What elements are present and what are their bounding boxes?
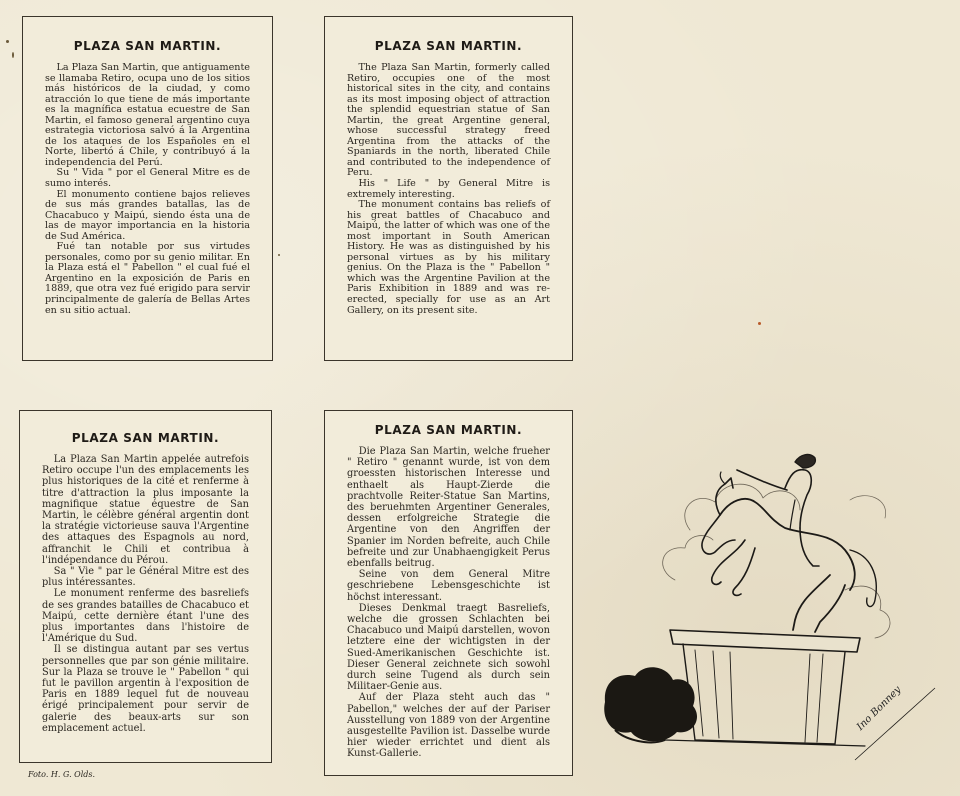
paragraph: Sa " Vie " par le Général Mitre est des plus intéressantes. [42,566,249,589]
panel-title: PLAZA SAN MARTIN. [73,39,222,53]
paragraph: El monumento contiene bajos relieves de sus más grandes batallas, las de Chacabuco y Maipú, siendo ésta una de las de mayor importancia en la historia de Sud América. [45,188,250,242]
panel-french [19,410,272,763]
paper-speck [758,322,761,325]
panel-spanish [22,16,273,361]
paper-speck [12,52,14,58]
paragraph: The monument contains bas reliefs of his great battles of Chacabuco and Maipú, the latter of which was one of the most important in South American History. He was as distinguished by his personal virtues as by his military genius. On the Plaza is the " Pabellon " which was the Argentine Pavilion at the Paris Exhibition in 1889 and was re-erected, specially for use as an Art Gallery, on its present site. [347,199,550,316]
paragraph: The Plaza San Martin, formerly called Retiro, occupies one of the most historical sites in the city, and contains as its most imposing object of attraction the splendid equestrian statue of San Martin, the great Argentine general, whose successful strategy freed Argentina from the attacks of the Spaniards in the north, liberated Chile and contributed to the independence of Peru. [347,62,550,179]
panel-german [324,410,573,776]
panel-title: PLAZA SAN MARTIN. [374,39,523,53]
panel-english [324,16,573,361]
paragraph: La Plaza San Martin appelée autrefois Retiro occupe l'un des emplacements les plus historiques de la cité et renferme à titre d'attraction la plus imposante la magnifique statue équestre de San Martin, le célèbre général argentin dont la stratégie victorieuse sauva l'Argentine des attaques des Espagnols au nord, affranchit le Chili et contribua à l'indépendance du Pérou. [42,454,249,566]
paragraph: La Plaza San Martin, que antiguamente se llamaba Retiro, ocupa uno de los sitios más históricos de la ciudad, y como atracción lo que tiene de más importante es la magnífica estatua ecuestre de San Martin, el famoso general argentino cuya estrategia victoriosa salvó á la Argentina de los ataques de los Españoles en el Norte, libertó á Chile, y contribuyó á la independencia del Perú. [45,62,250,168]
paragraph: Su " Vida " por el General Mitre es de sumo interés. [45,167,250,190]
paragraph: Le monument renferme des basreliefs de ses grandes batailles de Chacabuco et Maipú, cette dernière étant l'une des plus importantes dans l'histoire de l'Amérique du Sud. [42,588,249,645]
panel-title: PLAZA SAN MARTIN. [374,423,523,437]
paragraph: Dieses Denkmal traegt Basreliefs, welche die grossen Schlachten bei Chacabuco und Maipú darstellen, wovon letztere eine der wichtigsten in der Sued-Amerikanischen Geschichte ist. Dieser General zeichnete sich sowohl durch seine Tugend als durch sein Militaer-Genie aus. [347,602,550,693]
paragraph: Die Plaza San Martin, welche frueher " Retiro " genannt wurde, ist von dem groessten historischen Interesse und enthaelt als Haupt-Zierde die prachtvolle Reiter-Statue San Martins, des beruehmten Argentiner Generales, dessen erfolgreiche Strategie die Argentine von den Angriffen der Spanier im Norden befreite, auch Chile befreite und zur Unabhaengigkeit Perus ebenfalls beitrug. [347,446,550,570]
photo-credit: Foto. H. G. Olds. [28,770,96,779]
artist-signature: Ino Bonney [855,684,904,733]
equestrian-statue-illustration [595,440,945,780]
paragraph: Fué tan notable por sus virtudes personales, como por su genio militar. En la Plaza está el " Pabellon " el cual fué el Argentino en la exposición de Paris en 1889, que otra vez fué erigido para servir principalmente de galería de Bellas Artes en su sitio actual. [45,241,250,316]
paragraph: Il se distingua autant par ses vertus personnelles que par son génie militaire. Sur la Plaza se trouve le " Pabellon " qui fut le pavillon argentin à l'exposition de Paris en 1889 lequel fut de nouveau érigé principalement pour servir de galerie des beaux-arts sur son emplacement actuel. [42,644,249,734]
paragraph: Auf der Plaza steht auch das " Pabellon," welches der auf der Pariser Ausstellung von 1889 von der Argentine ausgestellte Pavilion ist. Dasselbe wurde hier wieder errichtet und dient als Kunst-Gallerie. [347,692,551,760]
paper-speck [278,254,280,256]
paper-speck [6,40,9,43]
panel-title: PLAZA SAN MARTIN. [71,431,220,445]
paragraph: Seine von dem General Mitre geschriebene Lebensgeschichte ist höchst interessant. [347,569,550,603]
paragraph: His " Life " by General Mitre is extremely interesting. [347,178,550,200]
